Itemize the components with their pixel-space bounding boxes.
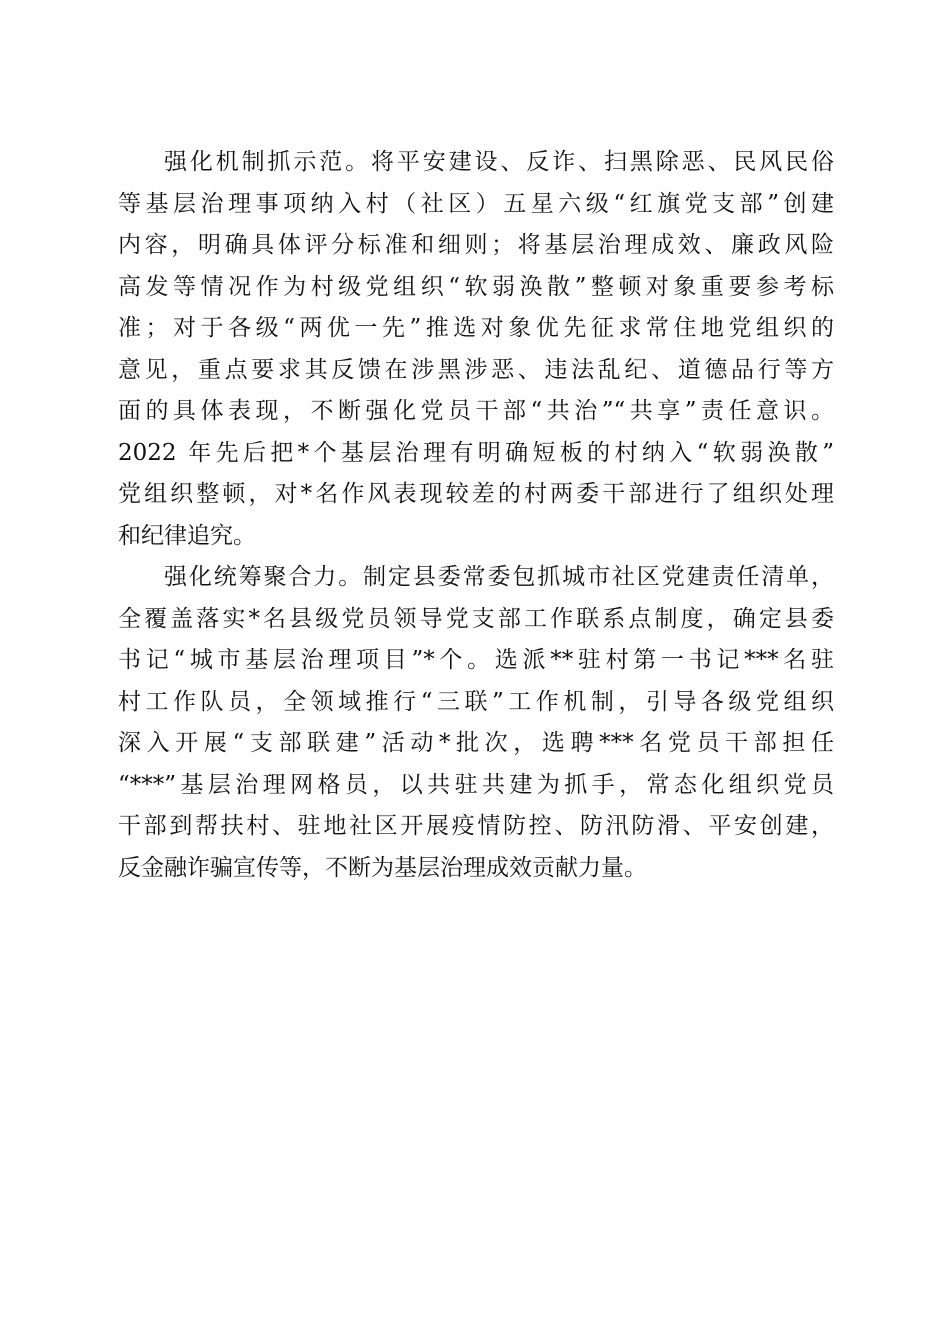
paragraph-line: 强化统筹聚合力。制定县委常委包抓城市社区党建责任清单， (164, 564, 834, 590)
paragraph-line: 等基层治理事项纳入村（社区）五星六级“红旗党支部”创建 (118, 190, 834, 217)
document-body (118, 142, 834, 889)
paragraph-line: 村工作队员，全领域推行“三联”工作机制，引导各级党组织 (118, 688, 834, 715)
paragraph-line: 反金融诈骗宣传等，不断为基层治理成效贡献力量。 (118, 854, 647, 881)
paragraph-line: 干部到帮扶村、驻地社区开展疫情防控、防汛防滑、平安创建， (118, 813, 834, 839)
paragraph-line: 准；对于各级“两优一先”推选对象优先征求常住地党组织的 (118, 315, 834, 341)
paragraph-line: 2022 年先后把*个基层治理有明确短板的村纳入“软弱涣散” (118, 439, 834, 466)
paragraph-line: 强化机制抓示范。将平安建设、反诈、扫黑除恶、民风民俗 (164, 149, 834, 175)
paragraph-line: 党组织整顿，对*名作风表现较差的村两委干部进行了组织处理 (118, 481, 834, 507)
paragraph-mechanism (118, 142, 834, 557)
paragraph-coordination (118, 557, 834, 889)
paragraph-line: 意见，重点要求其反馈在涉黑涉恶、违法乱纪、道德品行等方 (118, 356, 834, 383)
paragraph-line: 全覆盖落实*名县级党员领导党支部工作联系点制度，确定县委 (118, 605, 834, 632)
paragraph-line: 内容，明确具体评分标准和细则；将基层治理成效、廉政风险 (118, 232, 834, 258)
paragraph-line: 面的具体表现，不断强化党员干部“共治”“共享”责任意识。 (118, 398, 834, 424)
paragraph-line: 深入开展“支部联建”活动*批次，选聘***名党员干部担任 (118, 730, 834, 756)
paragraph-line: 高发等情况作为村级党组织“软弱涣散”整顿对象重要参考标 (118, 273, 834, 300)
paragraph-line: “***”基层治理网格员，以共驻共建为抓手，常态化组织党员 (118, 771, 834, 798)
paragraph-line: 和纪律追究。 (118, 522, 256, 549)
paragraph-line: 书记“城市基层治理项目”*个。选派**驻村第一书记***名驻 (118, 647, 834, 673)
